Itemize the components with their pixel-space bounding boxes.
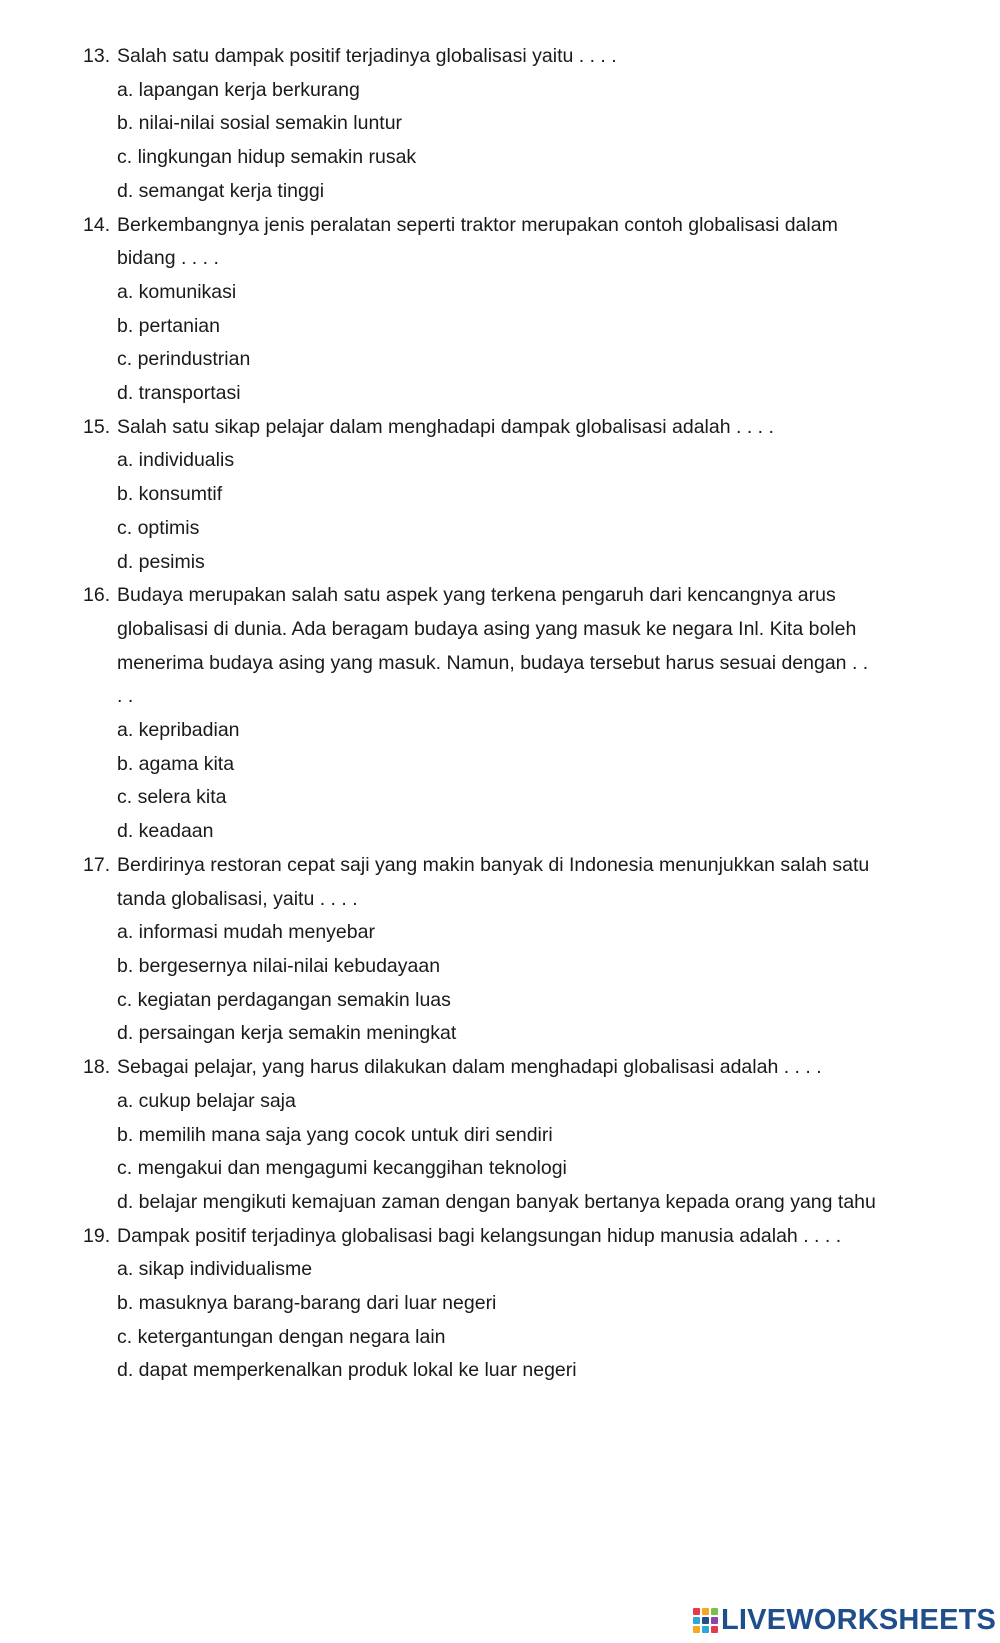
- option-b[interactable]: b. bergesernya nilai-nilai kebudayaan: [117, 954, 441, 977]
- option-list: [0, 444, 1000, 579]
- question-block-16: [0, 579, 1000, 849]
- question-number: 16.: [83, 584, 111, 607]
- option-a[interactable]: a. komunikasi: [117, 280, 237, 303]
- question-stem: Berdirinya restoran cepat saji yang makin banyak di Indonesia menunjukkan salah satu tanda globalisasi, yaitu . . . .: [117, 853, 870, 910]
- logo-square: [693, 1617, 700, 1624]
- question-stem: Budaya merupakan salah satu aspek yang terkena pengaruh dari kencangnya arus globalisasi di dunia. Ada beragam budaya asing yang masuk ke negara Inl. Kita boleh menerima budaya asing yang masuk. Namun, budaya tersebut harus sesuai dengan . . . .: [117, 584, 869, 708]
- option-a[interactable]: a. individualis: [117, 449, 235, 472]
- option-c[interactable]: c. selera kita: [117, 786, 227, 809]
- option-d[interactable]: d. keadaan: [117, 820, 214, 843]
- question-stem: Berkembangnya jenis peralatan seperti traktor merupakan contoh globalisasi dalam bidang . . . .: [117, 213, 838, 270]
- question-block-19: [0, 1220, 1000, 1389]
- option-a[interactable]: a. sikap individualisme: [117, 1258, 313, 1281]
- question-number: 15.: [83, 415, 111, 438]
- question-number: 19.: [83, 1224, 111, 1247]
- logo-square: [711, 1626, 718, 1633]
- option-b[interactable]: b. nilai-nilai sosial semakin luntur: [117, 112, 403, 135]
- option-list: [0, 276, 1000, 411]
- option-b[interactable]: b. konsumtif: [117, 483, 223, 506]
- option-b[interactable]: b. agama kita: [117, 752, 235, 775]
- logo-square: [702, 1608, 709, 1615]
- question-block-13: [0, 40, 1000, 209]
- question-text: [0, 849, 877, 916]
- question-block-17: [0, 849, 1000, 1051]
- option-c[interactable]: c. optimis: [117, 516, 200, 539]
- liveworksheets-logo-icon: [693, 1608, 718, 1633]
- option-b[interactable]: b. pertanian: [117, 314, 220, 337]
- question-block-15: [0, 411, 1000, 580]
- option-b[interactable]: b. memilih mana saja yang cocok untuk diri sendiri: [117, 1123, 553, 1146]
- question-text: [0, 579, 877, 714]
- option-d[interactable]: d. dapat memperkenalkan produk lokal ke luar negeri: [117, 1359, 577, 1382]
- question-text: [0, 40, 877, 74]
- logo-square: [711, 1617, 718, 1624]
- question-text: [0, 1220, 877, 1254]
- option-a[interactable]: a. lapangan kerja berkurang: [117, 78, 360, 101]
- option-d[interactable]: d. transportasi: [117, 382, 241, 405]
- question-stem: Sebagai pelajar, yang harus dilakukan dalam menghadapi globalisasi adalah . . . .: [117, 1056, 822, 1079]
- question-stem: Dampak positif terjadinya globalisasi bagi kelangsungan hidup manusia adalah . . . .: [117, 1224, 842, 1247]
- option-a[interactable]: a. informasi mudah menyebar: [117, 921, 375, 944]
- question-block-14: [0, 209, 1000, 411]
- option-c[interactable]: c. lingkungan hidup semakin rusak: [117, 146, 417, 169]
- option-a[interactable]: a. kepribadian: [117, 719, 240, 742]
- option-d[interactable]: d. pesimis: [117, 550, 205, 573]
- question-number: 14.: [83, 213, 111, 236]
- question-block-18: [0, 1051, 1000, 1220]
- option-c[interactable]: c. mengakui dan mengagumi kecanggihan teknologi: [117, 1157, 567, 1180]
- question-number: 18.: [83, 1056, 111, 1079]
- logo-square: [702, 1617, 709, 1624]
- option-list: [0, 1253, 1000, 1388]
- question-text: [0, 1051, 877, 1085]
- logo-square: [693, 1626, 700, 1633]
- option-list: [0, 714, 1000, 849]
- logo-square: [693, 1608, 700, 1615]
- option-list: [0, 1085, 1000, 1220]
- liveworksheets-brand: [693, 1603, 996, 1637]
- option-c[interactable]: c. ketergantungan dengan negara lain: [117, 1325, 446, 1348]
- brand-wordmark: LIVEWORKSHEETS: [721, 1603, 997, 1636]
- option-list: [0, 916, 1000, 1051]
- option-a[interactable]: a. cukup belajar saja: [117, 1089, 296, 1112]
- option-d[interactable]: d. semangat kerja tinggi: [117, 179, 325, 202]
- option-c[interactable]: c. kegiatan perdagangan semakin luas: [117, 988, 451, 1011]
- logo-square: [711, 1608, 718, 1615]
- option-list: [0, 74, 1000, 209]
- option-c[interactable]: c. perindustrian: [117, 348, 251, 371]
- question-number: 17.: [83, 853, 111, 876]
- question-text: [0, 209, 877, 276]
- worksheet: [0, 40, 1000, 1388]
- question-stem: Salah satu dampak positif terjadinya globalisasi yaitu . . . .: [117, 45, 617, 67]
- logo-square: [702, 1626, 709, 1633]
- option-d[interactable]: d. belajar mengikuti kemajuan zaman dengan banyak bertanya kepada orang yang tahu: [117, 1190, 876, 1213]
- option-b[interactable]: b. masuknya barang-barang dari luar negeri: [117, 1292, 497, 1315]
- question-text: [0, 411, 877, 445]
- option-d[interactable]: d. persaingan kerja semakin meningkat: [117, 1022, 457, 1045]
- question-stem: Salah satu sikap pelajar dalam menghadapi dampak globalisasi adalah . . . .: [117, 415, 774, 438]
- question-number: 13.: [83, 45, 111, 67]
